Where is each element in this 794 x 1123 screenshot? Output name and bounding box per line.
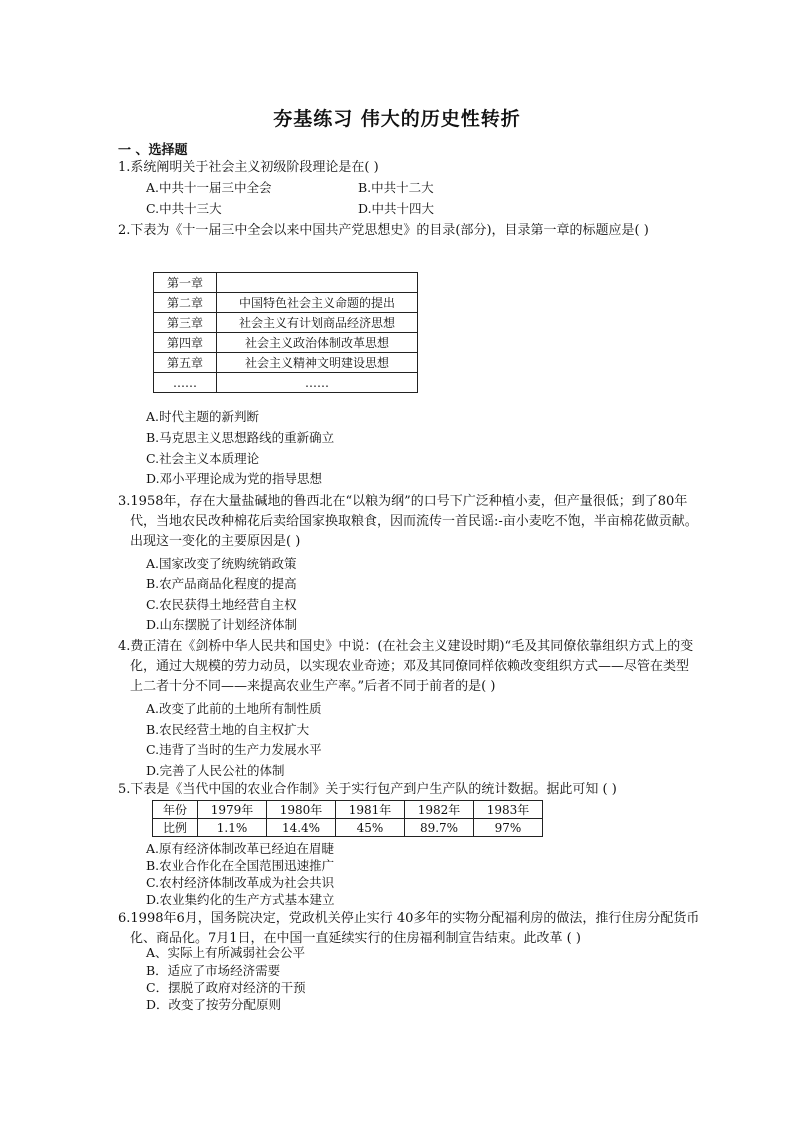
- q4-option-c: C.违背了当时的生产力发展水平: [146, 742, 322, 757]
- q1-option-b: B.中共十二大: [358, 180, 434, 195]
- question-4-stem-text: 4.费正清在《剑桥中华人民共和国史》中说：(在社会主义建设时期)“毛及其同僚依靠组织方式上的变化，通过大规模的劳力动员，以实现农业奇迹；邓及其同僚同样依赖改变组织方式——尽管在类型上二者十分不同——来提高农业生产率。”后者不同于前者的是( ): [118, 639, 694, 694]
- q1-option-a: A.中共十一届三中全会: [146, 180, 272, 195]
- table-row: [153, 801, 543, 819]
- question-3-stem: [118, 492, 700, 552]
- q6-option-a: A、实际上有所减弱社会公平: [146, 945, 306, 960]
- q3-option-c: C.农民获得土地经营自主权: [146, 597, 297, 612]
- q6-option-d: D．改变了按劳分配原则: [146, 997, 282, 1012]
- table-cell: [217, 273, 418, 293]
- q2-option-d: D.邓小平理论成为党的指导思想: [146, 471, 323, 486]
- table-cell: 1.1%: [198, 819, 267, 837]
- table-cell: 年份: [153, 801, 198, 819]
- question-3-stem-text: 3.1958年，存在大量盐碱地的鲁西北在“以粮为纲”的口号下广泛种植小麦，但产量很低；到了80年代，当地农民改种棉花后卖给国家换取粮食，因而流传一首民谣:-亩小麦吃不饱，半亩棉花做贡献。出现这一变化的主要原因是( ): [118, 494, 698, 549]
- question-4-stem: [118, 637, 700, 697]
- table-row: [154, 293, 418, 313]
- section-heading: 一 、选择题: [118, 143, 188, 158]
- q4-option-d: D.完善了人民公社的体制: [146, 763, 285, 778]
- q4-option-b: B.农民经营土地的自主权扩大: [146, 722, 310, 737]
- table-cell: ……: [217, 373, 418, 393]
- table-row: [154, 333, 418, 353]
- table-row: [154, 273, 418, 293]
- table-cell: 第一章: [154, 273, 217, 293]
- q4-option-a: A.改变了此前的土地所有制性质: [146, 701, 322, 716]
- q2-option-b: B.马克思主义思想路线的重新确立: [146, 430, 335, 445]
- q1-option-c: C.中共十三大: [146, 201, 222, 216]
- table-cell: 1983年: [474, 801, 543, 819]
- q5-option-b: B.农业合作化在全国范围迅速推广: [146, 858, 335, 873]
- q2-contents-table: [153, 272, 418, 393]
- q6-option-c: C．摆脱了政府对经济的干预: [146, 980, 306, 995]
- question-1-stem: 1.系统阐明关于社会主义初级阶段理论是在( ): [118, 160, 379, 175]
- q5-statistics-table: [152, 800, 543, 837]
- page-title: 夯基练习 伟大的历史性转折: [273, 108, 521, 130]
- q5-option-d: D.农业集约化的生产方式基本建立: [146, 892, 335, 907]
- question-6-stem: [118, 909, 700, 949]
- table-cell: 89.7%: [405, 819, 474, 837]
- table-row: [154, 313, 418, 333]
- table-cell: 社会主义有计划商品经济思想: [217, 313, 418, 333]
- question-5-stem: 5.下表是《当代中国的农业合作制》关于实行包产到户生产队的统计数据。据此可知 ( ): [118, 782, 617, 797]
- question-2-stem: [118, 221, 700, 241]
- q3-option-d: D.山东摆脱了计划经济体制: [146, 617, 298, 632]
- table-cell: ……: [154, 373, 217, 393]
- table-cell: 第四章: [154, 333, 217, 353]
- table-cell: 比例: [153, 819, 198, 837]
- table-cell: 45%: [336, 819, 405, 837]
- table-cell: 社会主义政治体制改革思想: [217, 333, 418, 353]
- q2-option-c: C.社会主义本质理论: [146, 451, 260, 466]
- q1-option-d: D.中共十四大: [358, 201, 435, 216]
- question-2-stem-text: 2.下表为《十一届三中全会以来中国共产党思想史》的目录(部分)，目录第一章的标题应是( ): [118, 223, 649, 238]
- question-6-stem-text: 6.1998年6月，国务院决定，党政机关停止实行 40多年的实物分配福利房的做法，推行住房分配货币化、商品化。7月1日，在中国一直延续实行的住房福利制宣告结束。此改革 ( ): [118, 911, 700, 946]
- table-cell: 14.4%: [267, 819, 336, 837]
- table-cell: 中国特色社会主义命题的提出: [217, 293, 418, 313]
- table-cell: 第二章: [154, 293, 217, 313]
- q2-option-a: A.时代主题的新判断: [146, 409, 260, 424]
- table-cell: 社会主义精神文明建设思想: [217, 353, 418, 373]
- q3-option-b: B.农产品商品化程度的提高: [146, 576, 297, 591]
- table-row: [154, 353, 418, 373]
- table-cell: 1981年: [336, 801, 405, 819]
- q5-option-c: C.农村经济体制改革成为社会共识: [146, 875, 335, 890]
- table-cell: 1980年: [267, 801, 336, 819]
- table-cell: 第五章: [154, 353, 217, 373]
- table-cell: 1982年: [405, 801, 474, 819]
- q6-option-b: B．适应了市场经济需要: [146, 963, 281, 978]
- table-cell: 第三章: [154, 313, 217, 333]
- q5-option-a: A.原有经济体制改革已经迫在眉睫: [146, 841, 335, 856]
- table-cell: 1979年: [198, 801, 267, 819]
- q3-option-a: A.国家改变了统购统销政策: [146, 556, 297, 571]
- table-row: [154, 373, 418, 393]
- table-cell: 97%: [474, 819, 543, 837]
- table-row: [153, 819, 543, 837]
